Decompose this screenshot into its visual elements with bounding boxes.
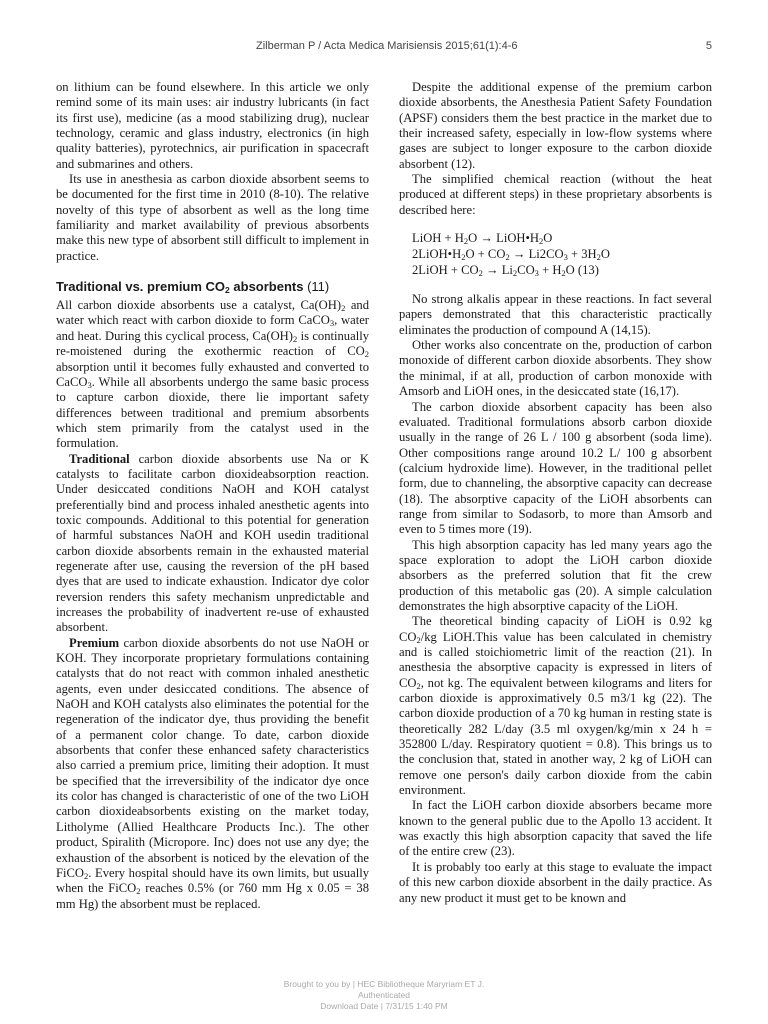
subscript: 2	[341, 303, 346, 314]
text-run: All carbon dioxide absorbents use a catalyst, Ca(OH)	[56, 298, 342, 313]
heading-text-suffix: absorbents	[229, 279, 304, 295]
subscript: 2	[364, 349, 369, 360]
subscript: 2	[463, 236, 469, 247]
subscript: 2	[478, 268, 483, 279]
text-run: O → LiOH•H	[468, 231, 540, 246]
footer-line-auth: Authenticated	[358, 990, 410, 1000]
text-run: + H	[538, 263, 562, 278]
text-run: LiOH + H	[412, 231, 464, 246]
chemical-reactions	[399, 230, 712, 278]
paragraph-apsf: Despite the additional expense of the premium carbon dioxide absorbents, the Anesthesia Patient Safety Foundation (APSF) considers them the best practice in the market due to their increased safety, especially in low-flow systems where gases are subject to longer exposure to the carbon dioxide absorbent (12).	[399, 80, 712, 171]
text-run: → Li2CO	[509, 247, 564, 262]
reaction-line-2	[399, 246, 712, 262]
text-run: carbon dioxide absorbents do not use NaOH or KOH. They incorporate proprietary formulations containing catalysts that do not react with common inhaled anesthetic agents, even under desiccated conditions. The absence of NaOH and KOH catalysts also eliminates the potential for the regeneration of the indicator dye, thus providing the benefit of a permanent color change. To date, carbon dioxide absorbents that confer these enhanced safety characteristics also carried a premium price, limiting their adoption. It must be specified that the irreversibility of the indicator dye once its color has changed is characteristic of one of the two LiOH carbon dioxideabsorbents existing on the market today, Litholyme (Allied Healthcare Products Inc.). The other product, Spiralith (Micropore. Inc) does not use any dye; the exhaustion of the absorbent is noticed by the elevation of the FiCO	[56, 635, 369, 880]
paragraph-premium	[56, 636, 369, 912]
subscript: 3	[534, 268, 539, 279]
paragraph-space-exploration: This high absorption capacity has led many years ago the space exploration to adopt the LiOH carbon dioxide absorbers as the preferred solution that fit the crew production of this metabolic gas (20). A simple calculation demonstrates the high absorptive capacity of the LiOH.	[399, 537, 712, 613]
heading-subscript: 2	[225, 285, 230, 296]
text-run: /kg LiOH.This value has been calculated in chemistry and is called stoichiometric limit of the reaction (21). In anesthesia the absorptive capacity is expressed in liters of CO	[399, 629, 712, 690]
subscript: 2	[461, 252, 466, 263]
text-run: . Every hospital should have its own limits, but usually when the FiCO	[56, 865, 369, 896]
subscript: 2	[561, 268, 566, 279]
running-header	[56, 40, 712, 56]
text-run: O	[543, 231, 553, 246]
text-run: and water which react with carbon dioxide to form CaCO	[56, 298, 369, 328]
section-heading	[56, 279, 369, 294]
subscript: 3	[563, 252, 568, 263]
heading-reference: (11)	[303, 279, 330, 295]
text-run: O (13)	[565, 263, 599, 278]
heading-text: Traditional vs. premium CO	[56, 279, 226, 295]
paragraph-capacity: The carbon dioxide absorbent capacity has been also evaluated. Traditional formulations absorb carbon dioxide usually in the range of 26 L / 100 g absorbent (soda lime). Other compositions range around 10.2 L/ 100 g absorbent (calcium hydroxide lime). However, in the traditional pellet form, due to channeling, the absorptive capacity can decrease (18). The absorptive capacity of the LiOH absorbents can range from similar to Sodasorb, to more than Amsorb and even to 5 times more (19).	[399, 399, 712, 537]
text-run: O + CO	[465, 247, 506, 262]
text-run: carbon dioxide absorbents use Na or K catalysts to facilitate carbon dioxideabsorption reaction. Under desiccated conditions NaOH and KOH catalyst preferentially bind and process inhaled anesthetic agents into toxic compounds. Additional to this potential for generation of harmful substances NaOH and KOH usedin traditional carbon dioxide absorbents remain in the exhausted material regenerate after use, causing the reversion of the pH based dyes that are used to indicate exhaustion. Indicator dye color reversion renders this safety mechanism unpredictable and increases the probability of inadvertent re-use of exhausted absorbent.	[56, 451, 369, 635]
text-run: 2LiOH•H	[412, 247, 462, 262]
text-run: The theoretical binding capacity of LiOH is 0.92 kg CO	[399, 614, 712, 644]
left-column	[56, 80, 369, 912]
reaction-line-3	[399, 262, 712, 278]
text-run: + 3H	[567, 247, 597, 262]
term-premium: Premium	[69, 635, 120, 650]
subscript: 2	[136, 886, 141, 897]
text-run: , water and heat. During this cyclical process, Ca(OH)	[56, 313, 369, 343]
text-run: absorption until it becomes fully exhausted and converted to CaCO	[56, 359, 369, 389]
text-run: is continually re-moistened during the exothermic reaction of CO	[56, 328, 369, 359]
subscript: 2	[512, 268, 518, 279]
paragraph-carbon-monoxide: Other works also concentrate on the, production of carbon monoxide of different carbon dioxide absorbents. They show the minimal, if at all, production of carbon monoxide with Amsorb and LiOH ones, in the desiccated state (16,17).	[399, 338, 712, 399]
subscript: 2	[416, 680, 421, 691]
subscript: 2	[84, 870, 89, 881]
subscript: 2	[596, 252, 601, 263]
subscript: 2	[292, 333, 298, 344]
subscript: 3	[87, 379, 92, 390]
text-run: → Li	[482, 263, 513, 278]
running-title: Zilberman P / Acta Medica Marisiensis 2015;61(1):4-6	[256, 40, 518, 52]
text-run: . While all absorbents undergo the same basic process to capture carbon dioxide, there lie important safety differences between traditional and premium absorbents which stem primarily from the catalyst used in the formulation.	[56, 374, 369, 451]
paragraph-apollo: In fact the LiOH carbon dioxide absorbers became more known to the general public due to the Apollo 13 accident. It was exactly this high absorption capacity that saved the life of the entire crew (23).	[399, 798, 712, 859]
paragraph-binding-capacity	[399, 614, 712, 798]
footer-line-date: Download Date | 7/31/15 1:40 PM	[320, 1001, 448, 1011]
text-run: 2LiOH + CO	[412, 263, 479, 278]
download-footer	[0, 979, 768, 1012]
subscript: 2	[539, 236, 544, 247]
term-traditional: Traditional	[69, 451, 130, 466]
text-run: CO	[517, 263, 535, 278]
paragraph-catalyst	[56, 298, 369, 451]
subscript: 3	[329, 318, 335, 329]
paragraph-traditional	[56, 452, 369, 636]
subscript: 2	[416, 634, 421, 645]
right-column	[399, 80, 712, 906]
paragraph-reaction-intro: The simplified chemical reaction (without the heat produced at different steps) in these proprietary absorbents is described here:	[399, 172, 712, 217]
paragraph-lithium-uses: on lithium can be found elsewhere. In this article we only remind some of its main uses: air industry lubricants (in fact its first use), medicine (as a mood stabilizing drug), nuclear technology, ceramic and glass industry, electronics (in high quality batteries), pyrotechnics, air purification in spacecraft and submarines and others.	[56, 80, 369, 171]
paragraph-anesthesia-use: Its use in anesthesia as carbon dioxide absorbent seems to be documented for the first time in 2010 (8-10). The relative novelty of this type of absorbent as well as the long time familiarity and market availability of previous absorbents make this new type of absorbent still difficult to implement in practice.	[56, 172, 369, 263]
text-run: O	[600, 247, 610, 262]
footer-line-provider: Brought to you by | HEC Bibliotheque Maryriam ET J.	[283, 979, 485, 989]
page-number: 5	[705, 40, 712, 52]
subscript: 2	[505, 252, 510, 263]
paragraph-too-early: It is probably too early at this stage to evaluate the impact of this new carbon dioxide absorbent in the daily practice. As any new product it must get to be known and	[399, 859, 712, 905]
text-run: reaches 0.5% (or 760 mm Hg x 0.05 = 38 mm Hg) the absorbent must be replaced.	[56, 881, 369, 911]
reaction-line-1	[399, 230, 712, 246]
paragraph-compound-a: No strong alkalis appear in these reactions. In fact several papers demonstrated that this characteristic practically eliminates the production of compound A (14,15).	[399, 292, 712, 337]
text-run: , not kg. The equivalent between kilograms and liters for carbon dioxide is approximatively 0.5 m3/1 kg (22). The carbon dioxide production of a 70 kg human in resting state is theoretically 282 L/day (3.5 ml oxygen/kg/min x 24 h = 352800 L/day. Respiratory quotient = 0.8). This brings us to the conclusion that, stated in another way, 2 kg of LiOH can remove one person's daily carbon dioxide from the cabin environment.	[399, 675, 712, 798]
